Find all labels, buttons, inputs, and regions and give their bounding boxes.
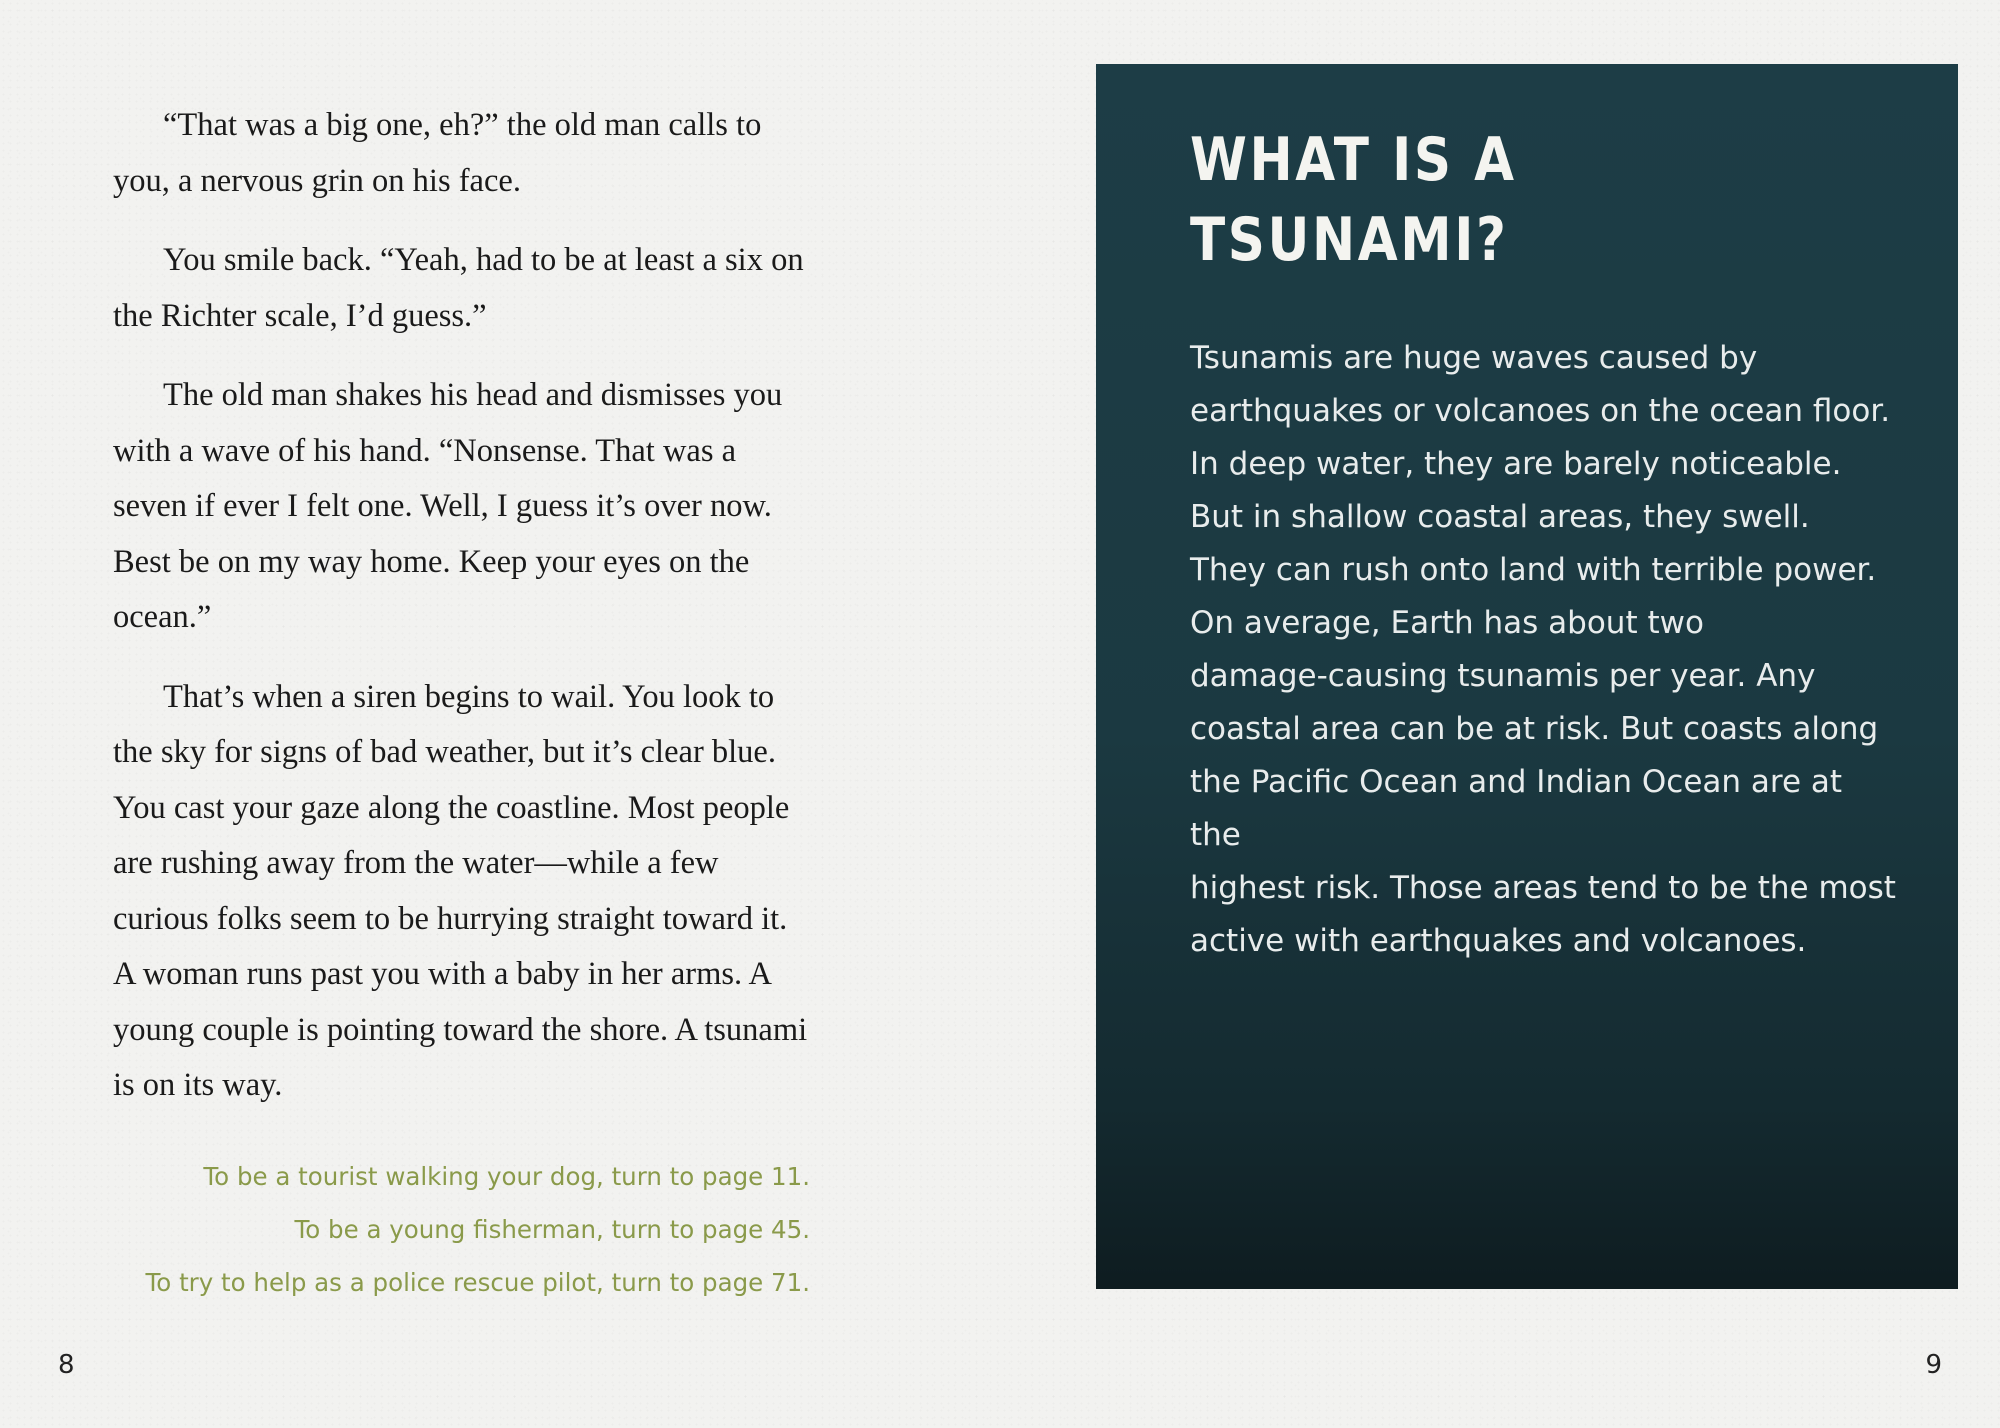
left-page-number: 8 [58,1350,75,1380]
sidebar-body: Tsunamis are huge waves caused by earthquakes or volcanoes on the ocean floor. In deep water, they are barely noticeable. But in shallow coastal areas, they swell. They can rush onto land with terrible power. On average, Earth has about two damage-causing tsunamis per year. Any coastal area can be at risk. But coasts along the Pacific Ocean and Indian Ocean are at the highest risk. Those areas tend to be the most active with earthquakes and volcanoes. [1190,340,1896,959]
choice-rescue-pilot-link[interactable]: To try to help as a police rescue pilot, turn to page 71. [145,1268,810,1297]
tsunami-sidebar [1096,64,1958,1289]
right-page-number: 9 [1925,1350,1942,1380]
story-paragraph: You smile back. “Yeah, had to be at least a six on the Richter scale, I’d guess.” [113,242,804,334]
story-paragraph: That’s when a siren begins to wail. You look to the sky for signs of bad weather, but it’s clear blue. You cast your gaze along the coastline. Most people are rushing away from the water—while a few curious folks seem to be hurrying straight toward it. A woman runs past you with a baby in her arms. A young couple is pointing toward the shore. A tsunami is on its way. [113,678,808,1103]
story-choices [145,1150,810,1309]
story-paragraph: “That was a big one, eh?” the old man calls to you, a nervous grin on his face. [113,107,762,199]
choice-tourist-link[interactable]: To be a tourist walking your dog, turn to page 11. [203,1162,810,1191]
left-page-text [113,98,813,1138]
choice-fisherman-link[interactable]: To be a young fisherman, turn to page 45. [294,1215,810,1244]
sidebar-title: WHAT IS A TSUNAMI? [1190,125,1517,275]
story-paragraph: The old man shakes his head and dismisses you with a wave of his hand. “Nonsense. That was a seven if ever I felt one. Well, I guess it’s over now. Best be on my way home. Keep your eyes on the ocean.” [113,377,783,635]
